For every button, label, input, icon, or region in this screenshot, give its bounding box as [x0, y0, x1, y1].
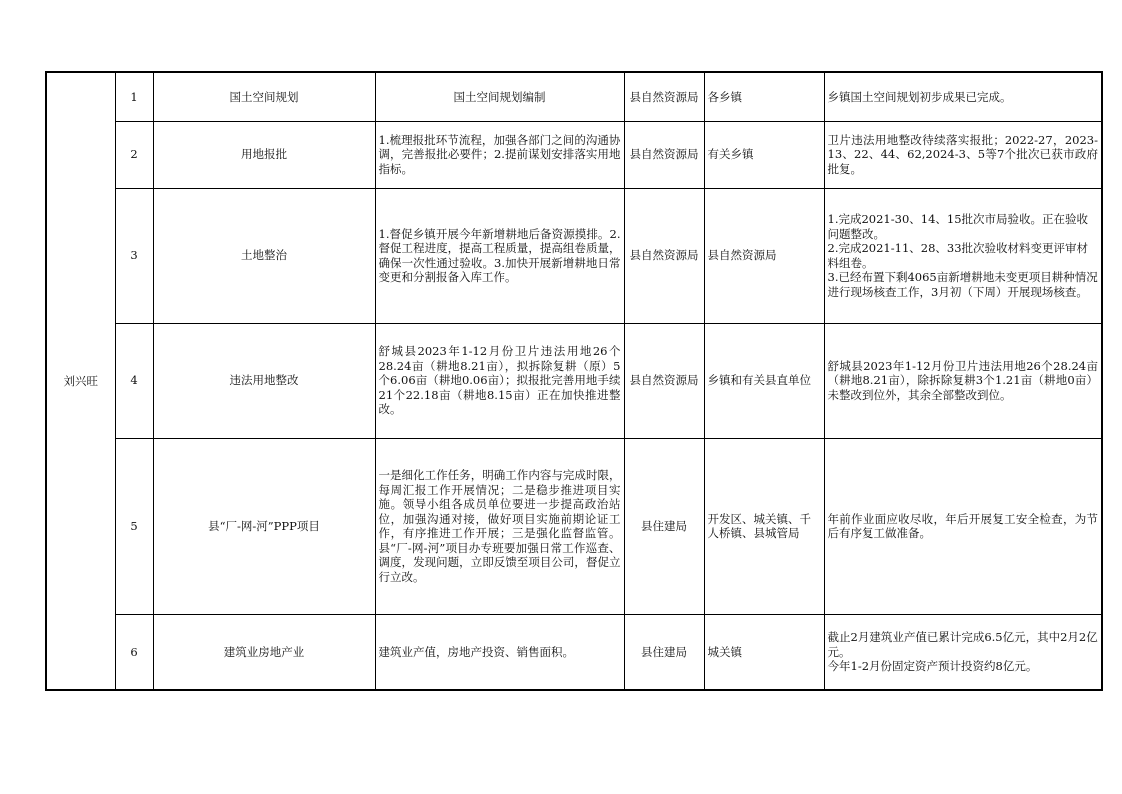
table-row: [46, 323, 1102, 438]
progress-text: 舒城县2023年1-12月份卫片违法用地26个28.24亩（耕地8.21亩），除拆除复耕3个1.21亩（耕地0亩）未整改到位外，其余全部整改到位。: [824, 323, 1102, 438]
table-row: [46, 438, 1102, 614]
responsible-unit: 乡镇和有关县直单位: [704, 323, 824, 438]
task-item: 用地报批: [153, 121, 375, 188]
row-number: 3: [115, 188, 153, 323]
task-item: 建筑业房地产业: [153, 614, 375, 690]
table-row: [46, 614, 1102, 690]
lead-unit: 县住建局: [624, 614, 704, 690]
task-measure: 国土空间规划编制: [375, 72, 624, 121]
table-row: [46, 72, 1102, 121]
lead-unit: 县自然资源局: [624, 188, 704, 323]
lead-unit: 县自然资源局: [624, 323, 704, 438]
lead-unit: 县自然资源局: [624, 121, 704, 188]
progress-text: 1.完成2021-30、14、15批次市局验收。正在验收问题整改。 2.完成2021-11、28、33批次验收材料变更评审材料组卷。 3.已经布置下剩4065亩新增耕地未变更项目耕种情况进行现场核查工作，3月初（下周）开展现场核查。: [824, 188, 1102, 323]
row-number: 5: [115, 438, 153, 614]
table-row: [46, 188, 1102, 323]
responsible-unit: 开发区、城关镇、千人桥镇、县城管局: [704, 438, 824, 614]
lead-unit: 县住建局: [624, 438, 704, 614]
row-number: 4: [115, 323, 153, 438]
row-number: 1: [115, 72, 153, 121]
responsible-person-cell: 刘兴旺: [46, 72, 115, 690]
progress-text: 卫片违法用地整改待续落实报批；2022-27，2023-13、22、44、62,2024-3、5等7个批次已获市政府批复。: [824, 121, 1102, 188]
task-item: 违法用地整改: [153, 323, 375, 438]
responsible-unit: 县自然资源局: [704, 188, 824, 323]
task-item: 国土空间规划: [153, 72, 375, 121]
progress-text: 年前作业面应收尽收，年后开展复工安全检查，为节后有序复工做准备。: [824, 438, 1102, 614]
responsible-unit: 各乡镇: [704, 72, 824, 121]
responsible-unit: 有关乡镇: [704, 121, 824, 188]
lead-unit: 县自然资源局: [624, 72, 704, 121]
table-row: [46, 121, 1102, 188]
task-item: 土地整治: [153, 188, 375, 323]
responsible-unit: 城关镇: [704, 614, 824, 690]
task-measure: 1.督促乡镇开展今年新增耕地后备资源摸排。2.督促工程进度，提高工程质量，提高组卷质量，确保一次性通过验收。3.加快开展新增耕地日常变更和分割报备入库工作。: [375, 188, 624, 323]
task-measure: 一是细化工作任务，明确工作内容与完成时限，每周汇报工作开展情况；二是稳步推进项目实施。领导小组各成员单位要进一步提高政治站位，加强沟通对接，做好项目实施前期论证工作，有序推进工作开展；三是强化监督监管。县“厂-网-河”项目办专班要加强日常工作巡查、调度，发现问题，立即反馈至项目公司，督促立行立改。: [375, 438, 624, 614]
task-measure: 1.梳理报批环节流程，加强各部门之间的沟通协调，完善报批必要件；2.提前谋划安排落实用地指标。: [375, 121, 624, 188]
task-measure: 舒城县2023年1-12月份卫片违法用地26个28.24亩（耕地8.21亩），拟拆除复耕（原）5个6.06亩（耕地0.06亩）；拟报批完善用地手续21个22.18亩（耕地8.15亩）正在加快推进整改。: [375, 323, 624, 438]
work-progress-table: [45, 71, 1103, 691]
task-measure: 建筑业产值，房地产投资、销售面积。: [375, 614, 624, 690]
progress-text: 截止2月建筑业产值已累计完成6.5亿元，其中2月2亿元。 今年1-2月份固定资产预计投资约8亿元。: [824, 614, 1102, 690]
task-item: 县“厂-网-河”PPP项目: [153, 438, 375, 614]
progress-text: 乡镇国土空间规划初步成果已完成。: [824, 72, 1102, 121]
row-number: 2: [115, 121, 153, 188]
row-number: 6: [115, 614, 153, 690]
